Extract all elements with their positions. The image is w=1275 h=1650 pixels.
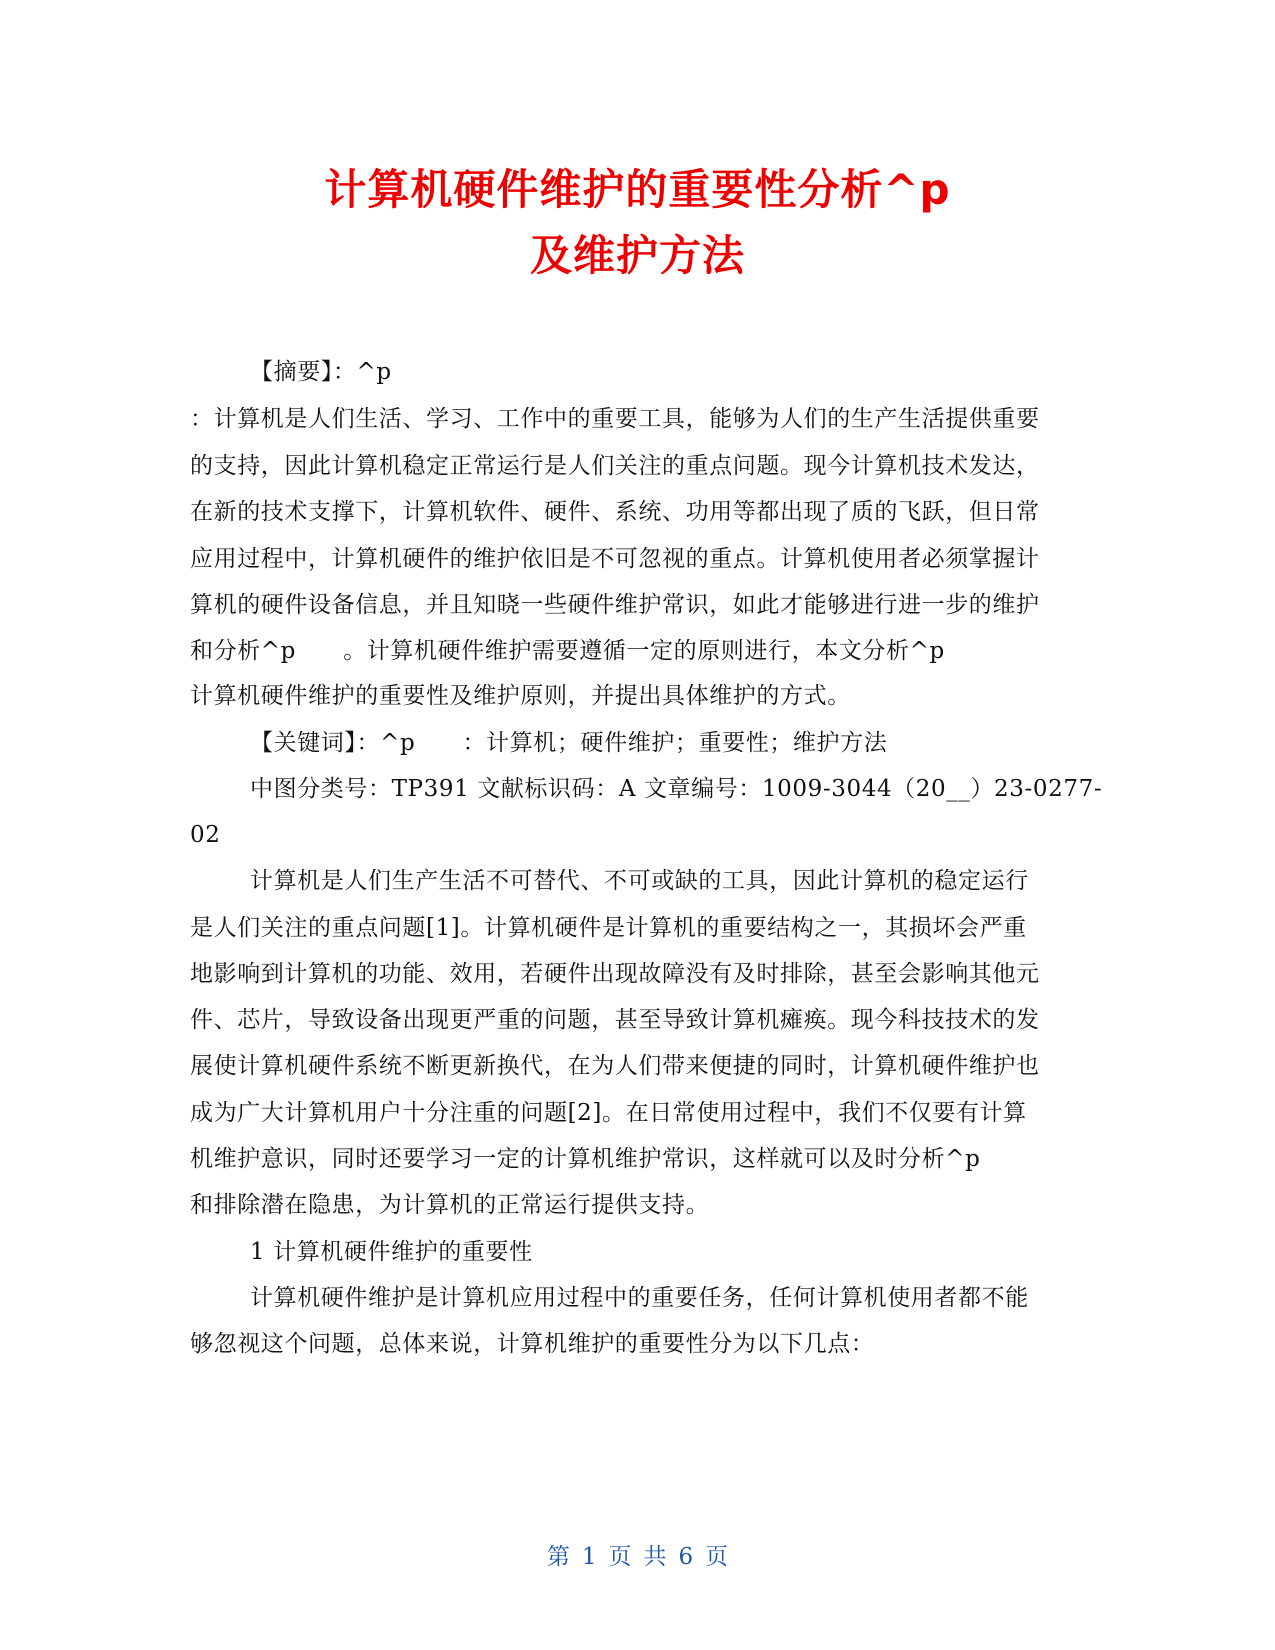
body-line: 计算机是人们生产生活不可替代、不可或缺的工具，因此计算机的稳定运行 xyxy=(250,868,1029,894)
section-heading: 1 计算机硬件维护的重要性 xyxy=(250,1239,533,1265)
footer-total-pages: 6 xyxy=(678,1544,694,1570)
document-title-line-2: 及维护方法 xyxy=(529,231,745,280)
footer-page-label: 第 xyxy=(546,1544,570,1570)
footer-total-label: 共 xyxy=(643,1544,667,1570)
abstract-label: 【摘要】：^p xyxy=(250,359,392,385)
body-line: 机维护意识，同时还要学习一定的计算机维护常识，这样就可以及时分析^p xyxy=(190,1146,981,1172)
body-line: 和排除潜在隐患，为计算机的正常运行提供支持。 xyxy=(190,1192,710,1218)
footer-current-page: 1 xyxy=(581,1544,597,1570)
abstract-line: 和分析^p 。计算机硬件维护需要遵循一定的原则进行，本文分析^p xyxy=(190,638,945,664)
abstract-line: 应用过程中，计算机硬件的维护依旧是不可忽视的重点。计算机使用者必须掌握计 xyxy=(190,546,1040,572)
classification-line: 02 xyxy=(190,822,221,848)
abstract-line: 计算机硬件维护的重要性及维护原则，并提出具体维护的方式。 xyxy=(190,683,851,709)
footer-page-unit: 页 xyxy=(608,1544,632,1570)
body-line: 是人们关注的重点问题[1]。计算机硬件是计算机的重要结构之一，其损坏会严重 xyxy=(190,915,1027,941)
body-line: 地影响到计算机的功能、效用，若硬件出现故障没有及时排除，甚至会影响其他元 xyxy=(190,961,1040,987)
body-line: 计算机硬件维护是计算机应用过程中的重要任务，任何计算机使用者都不能 xyxy=(250,1285,1029,1311)
footer-total-unit: 页 xyxy=(705,1544,729,1570)
keywords-line: 【关键词】：^p ：计算机；硬件维护；重要性；维护方法 xyxy=(250,730,888,756)
body-line: 件、芯片，导致设备出现更严重的问题，甚至导致计算机瘫痪。现今科技技术的发 xyxy=(190,1007,1040,1033)
classification-line: 中图分类号：TP391 文献标识码：A 文章编号：1009-3044（20__）23-0277- xyxy=(250,776,1103,802)
abstract-line: 在新的技术支撑下，计算机软件、硬件、系统、功用等都出现了质的飞跃，但日常 xyxy=(190,499,1040,525)
abstract-line: 的支持，因此计算机稳定正常运行是人们关注的重点问题。现今计算机技术发达， xyxy=(190,453,1040,479)
page-footer xyxy=(0,1538,1275,1571)
body-line: 成为广大计算机用户十分注重的问题[2]。在日常使用过程中，我们不仅要有计算 xyxy=(190,1100,1027,1126)
body-line: 展使计算机硬件系统不断更新换代，在为人们带来便捷的同时，计算机硬件维护也 xyxy=(190,1053,1040,1079)
document-title-line-1: 计算机硬件维护的重要性分析^p xyxy=(324,165,951,214)
abstract-line: ：计算机是人们生活、学习、工作中的重要工具，能够为人们的生产生活提供重要 xyxy=(190,406,1040,432)
body-line: 够忽视这个问题，总体来说，计算机维护的重要性分为以下几点： xyxy=(190,1331,875,1357)
abstract-line: 算机的硬件设备信息，并且知晓一些硬件维护常识，如此才能够进行进一步的维护 xyxy=(190,592,1040,618)
